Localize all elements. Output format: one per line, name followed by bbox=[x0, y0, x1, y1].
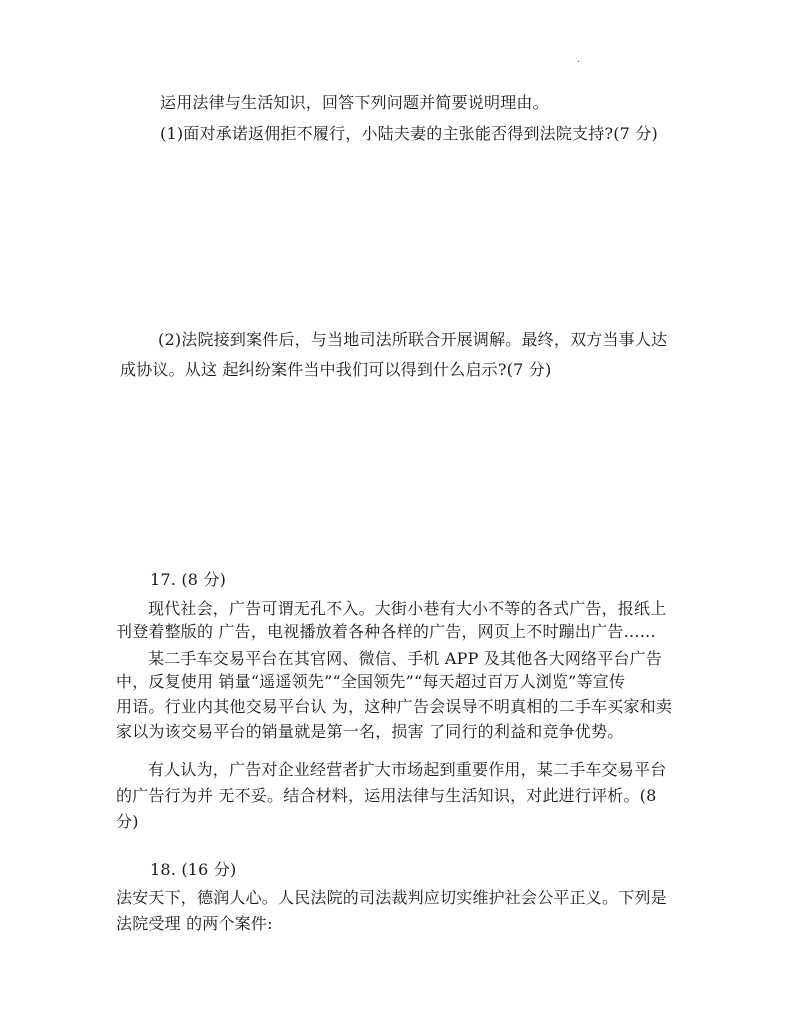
q16-sub1: (1)面对承诺返佣拒不履行，小陆夫妻的主张能否得到法院支持?(7 分) bbox=[160, 124, 658, 143]
q17-p3-line2: 的广告行为并 无不妥。结合材料，运用法律与生活知识，对此进行评析。(8 bbox=[116, 786, 657, 805]
q18-number: 18. (16 分) bbox=[150, 860, 237, 879]
q18-p1-line2: 法院受理 的两个案件: bbox=[116, 914, 273, 933]
q17-p2-line1: 某二手车交易平台在其官网、微信、手机 APP 及其他各大网络平台广告 bbox=[148, 649, 663, 668]
q18-p1-line1: 法安天下，德润人心。人民法院的司法裁判应切实维护社会公平正义。下列是 bbox=[116, 888, 667, 907]
q17-p2-line2: 中，反复使用 销量“遥遥领先”“全国领先”“每天超过百万人浏览”等宣传 bbox=[116, 672, 626, 691]
q17-p3-line1: 有人认为，广告对企业经营者扩大市场起到重要作用，某二手车交易平台 bbox=[148, 760, 667, 779]
q17-p2-line4: 家以为该交易平台的销量就是第一名，损害 了同行的利益和竞争优势。 bbox=[116, 722, 624, 741]
q17-number: 17. (8 分) bbox=[150, 570, 227, 589]
corner-mark: . bbox=[577, 54, 581, 65]
q17-p1-line2: 刊登着整版的 广告，电视播放着各种各样的广告，网页上不时蹦出广告…… bbox=[116, 622, 656, 641]
q17-p3-line3: 分) bbox=[116, 812, 139, 831]
q17-p2-line3: 用语。行业内其他交易平台认 为，这种广告会误导不明真相的二手车买家和卖 bbox=[116, 697, 673, 716]
q16-intro: 运用法律与生活知识，回答下列问题并简要说明理由。 bbox=[160, 93, 549, 112]
q16-sub2-line2: 成协议。从这 起纠纷案件当中我们可以得到什么启示?(7 分) bbox=[120, 360, 552, 379]
q17-p1-line1: 现代社会，广告可谓无孔不入。大街小巷有大小不等的各式广告，报纸上 bbox=[148, 599, 667, 618]
q16-sub2-line1: (2)法院接到案件后，与当地司法所联合开展调解。最终，双方当事人达 bbox=[158, 330, 668, 349]
